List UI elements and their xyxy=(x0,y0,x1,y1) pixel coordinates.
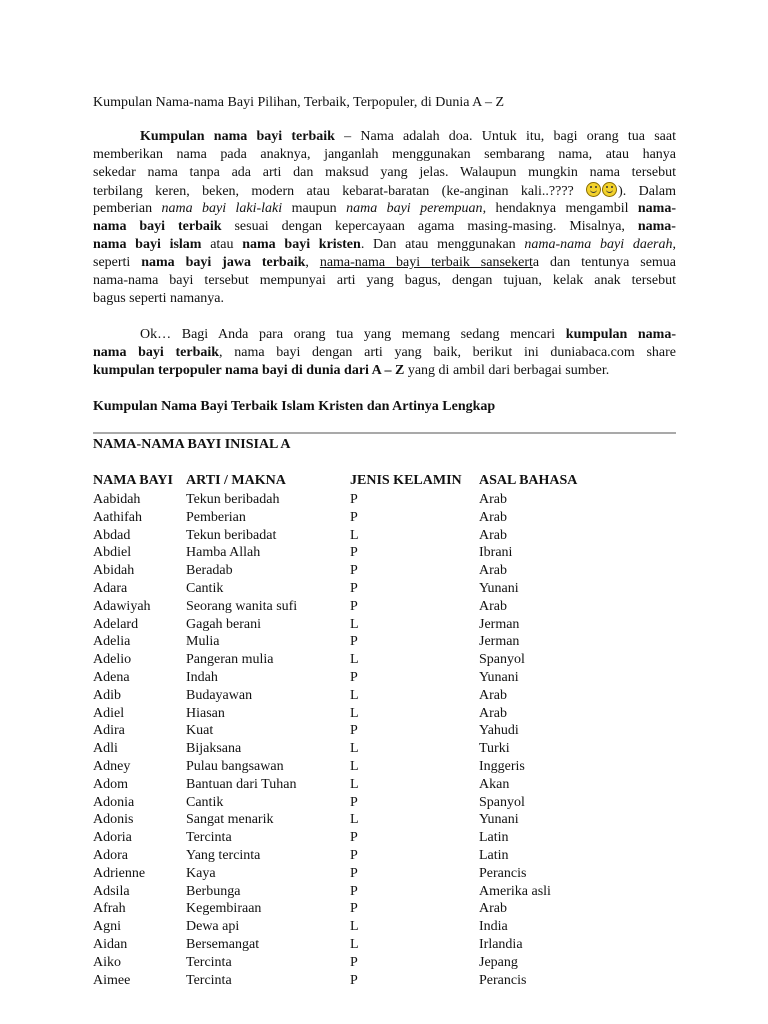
cell-gender: P xyxy=(350,847,358,863)
cell-meaning: Mulia xyxy=(186,634,220,650)
cell-name: Adawiyah xyxy=(93,598,151,614)
cell-name: Aabidah xyxy=(93,492,141,507)
table-row xyxy=(93,580,676,598)
cell-origin: Arab xyxy=(479,527,507,543)
cell-name: Adom xyxy=(93,776,128,792)
cell-origin: Latin xyxy=(479,847,509,863)
cell-meaning: Tercinta xyxy=(186,830,232,846)
cell-name: Adsila xyxy=(93,883,130,899)
cell-name: Adelard xyxy=(93,616,139,632)
table-header xyxy=(93,472,676,491)
table-row xyxy=(93,847,676,865)
header-meaning: ARTI / MAKNA xyxy=(186,473,286,488)
cell-name: Adena xyxy=(93,669,130,685)
cell-gender: L xyxy=(350,527,359,543)
subheading: NAMA-NAMA BAYI INISIAL A xyxy=(93,437,291,452)
cell-gender: P xyxy=(350,545,358,561)
cell-origin: Ibrani xyxy=(479,545,513,561)
header-origin: ASAL BAHASA xyxy=(479,473,578,488)
cell-origin: Jerman xyxy=(479,616,520,632)
table-row xyxy=(93,616,676,634)
cell-origin: Yahudi xyxy=(479,723,519,739)
cell-origin: Arab xyxy=(479,563,507,579)
cell-name: Afrah xyxy=(93,901,126,917)
cell-origin: Perancis xyxy=(479,865,527,881)
second-paragraph: Ok… Bagi Anda para orang tua yang memang sedang mencari kumpulan nama- nama bayi terbaik, nama bayi dengan arti yang baik, berikut ini duniabaca.com share kumpulan terpopuler nama bayi di dunia dari A – Z yang di ambil dari berbagai sumber. xyxy=(93,327,676,378)
cell-gender: P xyxy=(350,723,358,739)
cell-gender: P xyxy=(350,972,358,988)
smiley-icon xyxy=(602,182,617,197)
table-body xyxy=(93,491,676,989)
document-title: Kumpulan Nama-nama Bayi Pilihan, Terbaik, Terpopuler, di Dunia A – Z xyxy=(93,95,505,110)
cell-gender: L xyxy=(350,758,359,774)
cell-meaning: Gagah berani xyxy=(186,616,262,632)
cell-gender: P xyxy=(350,598,358,614)
cell-name: Adora xyxy=(93,847,128,863)
cell-name: Abdiel xyxy=(93,545,132,561)
table-row xyxy=(93,794,676,812)
table-row xyxy=(93,633,676,651)
table-row xyxy=(93,776,676,794)
cell-name: Adonis xyxy=(93,812,134,828)
cell-meaning: Kegembiraan xyxy=(186,901,262,917)
cell-meaning: Bijaksana xyxy=(186,741,242,757)
cell-name: Adara xyxy=(93,580,128,596)
cell-meaning: Bersemangat xyxy=(186,936,260,952)
cell-origin: Jerman xyxy=(479,634,520,650)
cell-gender: P xyxy=(350,669,358,685)
cell-origin: Latin xyxy=(479,830,509,846)
names-table xyxy=(93,472,676,989)
table-row xyxy=(93,562,676,580)
cell-gender: P xyxy=(350,830,358,846)
cell-meaning: Cantik xyxy=(186,580,224,596)
cell-origin: India xyxy=(479,919,508,935)
cell-meaning: Beradab xyxy=(186,563,233,579)
table-row xyxy=(93,972,676,990)
table-row xyxy=(93,687,676,705)
cell-name: Adoria xyxy=(93,830,132,846)
cell-meaning: Bantuan dari Tuhan xyxy=(186,776,297,792)
cell-meaning: Pulau bangsawan xyxy=(186,758,284,774)
table-row xyxy=(93,491,676,509)
cell-meaning: Yang tercinta xyxy=(186,847,261,863)
cell-gender: P xyxy=(350,580,358,596)
cell-origin: Spanyol xyxy=(479,794,525,810)
cell-name: Aathifah xyxy=(93,509,142,525)
cell-gender: P xyxy=(350,954,358,970)
cell-meaning: Kaya xyxy=(186,865,216,881)
table-row xyxy=(93,883,676,901)
horizontal-rule xyxy=(93,432,676,434)
cell-name: Abidah xyxy=(93,563,135,579)
cell-meaning: Berbunga xyxy=(186,883,241,899)
table-row xyxy=(93,509,676,527)
cell-name: Adney xyxy=(93,758,131,774)
cell-gender: L xyxy=(350,776,359,792)
cell-meaning: Dewa api xyxy=(186,919,240,935)
cell-gender: L xyxy=(350,936,359,952)
cell-meaning: Pemberian xyxy=(186,509,246,525)
cell-origin: Yunani xyxy=(479,580,519,596)
table-row xyxy=(93,740,676,758)
cell-gender: L xyxy=(350,812,359,828)
cell-origin: Amerika asli xyxy=(479,883,551,899)
cell-origin: Turki xyxy=(479,741,510,757)
table-row xyxy=(93,811,676,829)
table-row xyxy=(93,651,676,669)
cell-meaning: Indah xyxy=(186,669,218,685)
header-gender: JENIS KELAMIN xyxy=(350,473,462,488)
table-row xyxy=(93,900,676,918)
cell-meaning: Kuat xyxy=(186,723,214,739)
keyword: Kumpulan nama bayi terbaik xyxy=(140,129,335,144)
cell-name: Adira xyxy=(93,723,125,739)
table-row xyxy=(93,722,676,740)
cell-gender: L xyxy=(350,687,359,703)
cell-meaning: Sangat menarik xyxy=(186,812,274,828)
table-row xyxy=(93,918,676,936)
cell-meaning: Hiasan xyxy=(186,705,225,721)
table-row xyxy=(93,705,676,723)
table-row xyxy=(93,865,676,883)
cell-meaning: Pangeran mulia xyxy=(186,652,274,668)
cell-gender: P xyxy=(350,563,358,579)
cell-name: Adib xyxy=(93,687,121,703)
intro-paragraph: Kumpulan nama bayi terbaik – Nama adalah doa. Untuk itu, bagi orang tua saat memberikan nama pada anaknya, janganlah menggunakan sembarang nama, atau hanya sekedar nama tanpa ada arti dan maksud yang jelas. Walaupun mungkin nama tersebut terbilang keren, beken, modern atau kebarat-baratan (ke-anginan kali..???? ). Dalam pemberian nama bayi laki-laki maupun nama bayi perempuan, hendaknya mengambil nama- nama bayi terbaik sesuai dengan kepercayaan agama masing-masing. Misalnya, nama- nama bayi islam atau nama bayi kristen. Dan atau menggunakan nama-nama bayi daerah, seperti nama bayi jawa terbaik, nama-nama bayi terbaik sansekerta dan tentunya semua nama-nama bayi tersebut mempunyai arti yang bagus, dengan tujuan, kelak anak tersebut bagus seperti namanya. xyxy=(93,129,677,306)
cell-name: Adiel xyxy=(93,705,125,721)
cell-origin: Jepang xyxy=(479,954,518,970)
cell-name: Adli xyxy=(93,741,118,757)
cell-name: Adelio xyxy=(93,652,132,668)
cell-gender: L xyxy=(350,652,359,668)
cell-origin: Spanyol xyxy=(479,652,525,668)
cell-origin: Arab xyxy=(479,901,507,917)
cell-gender: L xyxy=(350,741,359,757)
cell-gender: L xyxy=(350,705,359,721)
cell-gender: P xyxy=(350,901,358,917)
table-row xyxy=(93,669,676,687)
cell-meaning: Tercinta xyxy=(186,954,232,970)
section-title: Kumpulan Nama Bayi Terbaik Islam Kristen dan Artinya Lengkap xyxy=(93,399,496,414)
table-row xyxy=(93,598,676,616)
cell-meaning: Seorang wanita sufi xyxy=(186,598,298,614)
cell-name: Aidan xyxy=(93,936,128,952)
table-row xyxy=(93,936,676,954)
cell-origin: Arab xyxy=(479,598,507,614)
cell-origin: Arab xyxy=(479,705,507,721)
cell-gender: L xyxy=(350,919,359,935)
cell-origin: Yunani xyxy=(479,669,519,685)
cell-name: Agni xyxy=(93,919,121,935)
cell-name: Abdad xyxy=(93,527,131,543)
smiley-icon xyxy=(586,182,601,197)
cell-origin: Arab xyxy=(479,492,507,507)
cell-gender: P xyxy=(350,634,358,650)
cell-gender: P xyxy=(350,492,358,507)
cell-meaning: Cantik xyxy=(186,794,224,810)
sanskrit-link[interactable]: nama-nama bayi terbaik sansekert xyxy=(319,255,533,270)
cell-meaning: Tekun beribadah xyxy=(186,492,280,507)
cell-meaning: Budayawan xyxy=(186,687,253,703)
cell-origin: Irlandia xyxy=(479,936,523,952)
table-row xyxy=(93,527,676,545)
table-row xyxy=(93,544,676,562)
cell-gender: P xyxy=(350,794,358,810)
cell-gender: P xyxy=(350,865,358,881)
cell-origin: Inggeris xyxy=(479,758,525,774)
cell-origin: Arab xyxy=(479,509,507,525)
cell-origin: Akan xyxy=(479,776,510,792)
cell-name: Adelia xyxy=(93,634,131,650)
cell-meaning: Tercinta xyxy=(186,972,232,988)
cell-name: Adrienne xyxy=(93,865,146,881)
cell-gender: P xyxy=(350,509,358,525)
table-row xyxy=(93,758,676,776)
cell-meaning: Hamba Allah xyxy=(186,545,261,561)
cell-name: Adonia xyxy=(93,794,135,810)
cell-name: Aiko xyxy=(93,954,121,970)
cell-origin: Yunani xyxy=(479,812,519,828)
cell-gender: P xyxy=(350,883,358,899)
cell-meaning: Tekun beribadat xyxy=(186,527,277,543)
cell-origin: Perancis xyxy=(479,972,527,988)
table-row xyxy=(93,954,676,972)
header-name: NAMA BAYI xyxy=(93,473,173,488)
cell-gender: L xyxy=(350,616,359,632)
cell-origin: Arab xyxy=(479,687,507,703)
table-row xyxy=(93,829,676,847)
cell-name: Aimee xyxy=(93,972,131,988)
